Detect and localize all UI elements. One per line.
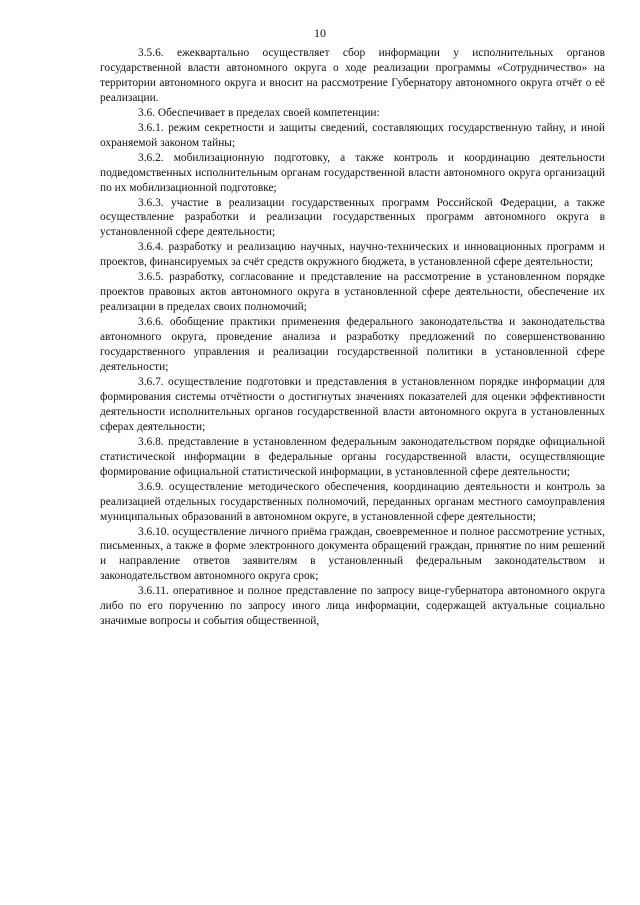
document-body <box>100 46 605 629</box>
paragraph-3-6-1: 3.6.1. режим секретности и защиты сведений, составляющих государственную тайну, и иной охраняемой законом тайны; <box>100 121 605 149</box>
paragraph-3-6-2: 3.6.2. мобилизационную подготовку, а также контроль и координацию деятельности подведомственных исполнительным органам государственной власти автономного округа организаций по их мобилизационной подготовке; <box>100 151 605 194</box>
paragraph-3-6-10: 3.6.10. осуществление личного приёма граждан, своевременное и полное рассмотрение устных, письменных, а также в форме электронного документа обращений граждан, принятие по ним решений и направление ответов заявителям в установленный федеральным законодательством и законодательством автономного округа срок; <box>100 525 605 583</box>
paragraph-3-6-3: 3.6.3. участие в реализации государственных программ Российской Федерации, а также осуществление разработки и реализации государственных программ автономного округа в установленной сфере деятельности; <box>100 196 605 239</box>
paragraph-3-6-5: 3.6.5. разработку, согласование и представление на рассмотрение в установленном порядке проектов правовых актов автономного округа в установленной сфере деятельности, обеспечение их реализации в пределах своих полномочий; <box>100 271 605 314</box>
paragraph-3-6-7: 3.6.7. осуществление подготовки и представления в установленном порядке информации для формирования системы отчётности о достигнутых значениях показателей для оценки эффективности деятельности исполнительных органов государственной власти автономного округа в установленных сферах деятельности; <box>100 375 605 433</box>
paragraph-3-6-4: 3.6.4. разработку и реализацию научных, научно-технических и инновационных программ и проектов, финансируемых за счёт средств окружного бюджета, в установленной сфере деятельности; <box>100 241 605 269</box>
paragraph-3-5-6: 3.5.6. ежеквартально осуществляет сбор информации у исполнительных органов государственной власти автономного округа о ходе реализации программы «Сотрудничество» на территории автономного округа и вносит на рассмотрение Губернатору автономного округа отчёт о её реализации. <box>100 47 605 104</box>
paragraph-3-6-8: 3.6.8. представление в установленном федеральным законодательством порядке официальной статистической информации в федеральные органы государственной власти, осуществляющие формирование официальной статистической информации, в установленной сфере деятельности; <box>100 435 605 478</box>
paragraph-3-6-6: 3.6.6. обобщение практики применения федерального законодательства и законодательства автономного округа, проведение анализа и разработку предложений по совершенствованию государственного управления и реализации государственной политики в установленной сфере деятельности; <box>100 316 605 374</box>
paragraph-3-6-9: 3.6.9. осуществление методического обеспечения, координацию деятельности и контроль за реализацией отдельных государственных полномочий, переданных органам местного самоуправления муниципальных образований в автономном округе, в установленной сфере деятельности; <box>100 480 605 523</box>
page-number: 10 <box>314 26 326 40</box>
paragraph-3-6: 3.6. Обеспечивает в пределах своей компетенции: <box>138 106 380 119</box>
paragraph-3-6-11: 3.6.11. оперативное и полное представление по запросу вице-губернатора автономного округа либо по его поручению по запросу иного лица информации, содержащей актуальные социально значимые вопросы и события общественной, <box>100 585 605 628</box>
